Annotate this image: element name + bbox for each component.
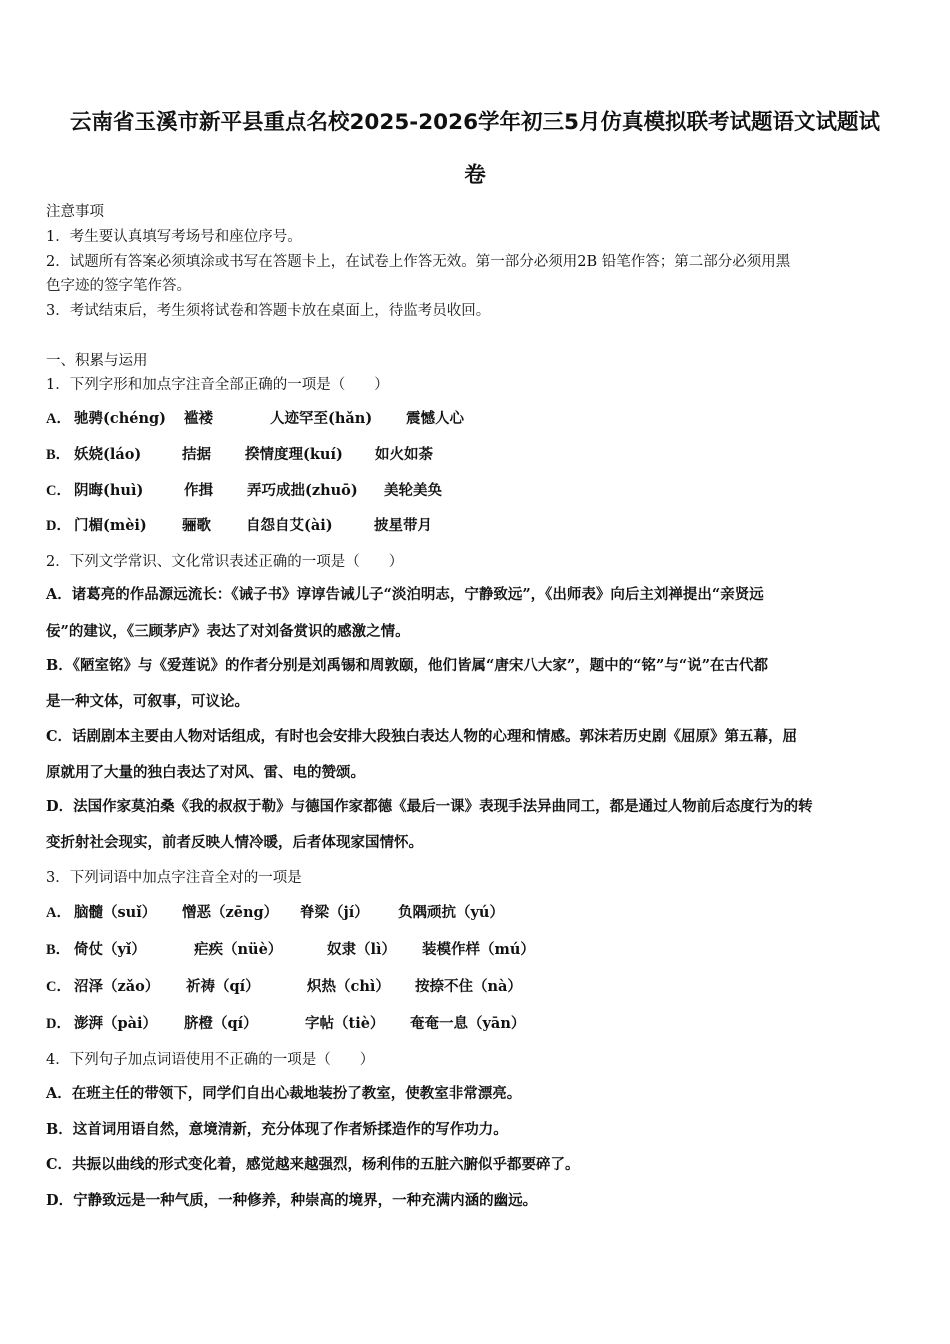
- option-item: 炽热（chì）: [307, 978, 390, 995]
- option-item: 倚仗（yǐ）: [74, 941, 146, 958]
- exam-title: [40, 108, 910, 191]
- option-letter: A．: [46, 411, 71, 427]
- exam-title-line2: 卷: [464, 163, 486, 188]
- question-3-stem: 3．下列词语中加点字注音全对的一项是: [46, 870, 302, 886]
- q3-option-c: [46, 977, 522, 997]
- option-item: 美轮美奂: [384, 482, 442, 499]
- option-letter: B．: [46, 447, 71, 463]
- option-item: 脑髓（suǐ）: [74, 904, 157, 921]
- q4-option-a: A．在班主任的带领下，同学们自出心裁地装扮了教室，使教室非常漂亮。: [46, 1085, 522, 1102]
- question-2-stem: 2．下列文学常识、文化常识表述正确的一项是（ ）: [46, 554, 404, 570]
- option-letter: A．: [46, 905, 71, 921]
- exam-title-line1: 云南省玉溪市新平县重点名校2025-2026学年初三5月仿真模拟联考试题语文试题试: [69, 110, 881, 135]
- q4-option-b: B．这首词用语自然，意境清新，充分体现了作者矫揉造作的写作功力。: [46, 1121, 508, 1138]
- option-item: 驰骋(chéng): [74, 410, 166, 427]
- option-item: 祈祷（qí）: [186, 978, 260, 995]
- option-item: 作揖: [184, 482, 213, 499]
- q2-option-d-cont: 变折射社会现实，前者反映人情冷暖，后者体现家国情怀。: [46, 834, 423, 851]
- option-item: 奄奄一息（yān）: [410, 1015, 526, 1032]
- option-item: 憎恶（zēng）: [182, 904, 279, 921]
- q3-option-d: [46, 1014, 525, 1034]
- option-item: 拮据: [182, 446, 211, 463]
- option-item: 奴隶（lì）: [327, 941, 397, 958]
- q4-option-c: C．共振以曲线的形式变化着，感觉越来越强烈，杨利伟的五脏六腑似乎都要碎了。: [46, 1156, 580, 1173]
- option-item: 阴晦(huì): [74, 482, 144, 499]
- option-letter: C．: [46, 979, 71, 995]
- q1-option-b: [46, 445, 433, 465]
- option-item: 脐橙（qí）: [184, 1015, 258, 1032]
- q3-option-b: [46, 940, 535, 960]
- option-item: 疟疾（nüè）: [194, 941, 283, 958]
- option-item: 门楣(mèi): [74, 517, 147, 534]
- option-item: 弄巧成拙(zhuō): [247, 482, 358, 499]
- notice-heading: 注意事项: [46, 204, 104, 220]
- option-item: 装模作样（mú）: [422, 941, 535, 958]
- option-letter: B．: [46, 942, 71, 958]
- option-item: 脊梁（jí）: [300, 904, 369, 921]
- notice-item: 1．考生要认真填写考场号和座位序号。: [46, 229, 302, 245]
- q1-option-a: [46, 409, 464, 429]
- q1-option-c: [46, 481, 442, 501]
- option-item: 褴褛: [184, 410, 213, 427]
- option-letter: D．: [46, 518, 71, 534]
- q2-option-b-cont: 是一种文体，可叙事，可议论。: [46, 693, 249, 710]
- option-item: 如火如荼: [375, 446, 433, 463]
- q1-option-d: [46, 516, 432, 536]
- q2-option-c: C．话剧剧本主要由人物对话组成，有时也会安排大段独白表达人物的心理和情感。郭沫若历史剧《屈原》第五幕，屈: [46, 728, 798, 745]
- option-letter: C．: [46, 483, 71, 499]
- q2-option-a: A．诸葛亮的作品源远流长：《诫子书》谆谆告诫儿子“淡泊明志，宁静致远”，《出师表》向后主刘禅提出“亲贤远: [46, 586, 764, 603]
- q2-option-d: D．法国作家莫泊桑《我的叔叔于勒》与德国作家都德《最后一课》表现手法异曲同工，都是通过人物前后态度行为的转: [46, 798, 813, 815]
- question-4-stem: 4．下列句子加点词语使用不正确的一项是（ ）: [46, 1052, 375, 1068]
- option-item: 沼泽（zǎo）: [74, 978, 160, 995]
- option-item: 人迹罕至(hǎn): [270, 410, 373, 427]
- option-item: 澎湃（pài）: [74, 1015, 158, 1032]
- section-heading: 一、积累与运用: [46, 353, 148, 369]
- option-item: 披星带月: [374, 517, 432, 534]
- q3-option-a: [46, 903, 504, 923]
- option-item: 按捺不住（nà）: [415, 978, 522, 995]
- option-item: 字帖（tiè）: [305, 1015, 385, 1032]
- q2-option-c-cont: 原就用了大量的独白表达了对风、雷、电的赞颂。: [46, 764, 365, 781]
- q2-option-b: B．《陋室铭》与《爱莲说》的作者分别是刘禹锡和周敦颐，他们皆属“唐宋八大家”，题中的“铭”与“说”在古代都: [46, 657, 769, 674]
- notice-item: 3．考试结束后，考生须将试卷和答题卡放在桌面上，待监考员收回。: [46, 303, 491, 319]
- option-item: 妖娆(láo): [74, 446, 142, 463]
- option-item: 骊歌: [182, 517, 211, 534]
- option-item: 揆情度理(kuí): [245, 446, 343, 463]
- option-item: 自怨自艾(ài): [246, 517, 333, 534]
- notice-item: 2．试题所有答案必须填涂或书写在答题卡上，在试卷上作答无效。第一部分必须用2B 铅笔作答；第二部分必须用黑: [46, 254, 791, 270]
- q2-option-a-cont: 佞”的建议，《三顾茅庐》表达了对刘备赏识的感激之情。: [46, 623, 410, 640]
- option-item: 震憾人心: [406, 410, 464, 427]
- question-1-stem: 1．下列字形和加点字注音全部正确的一项是（ ）: [46, 377, 389, 393]
- q4-option-d: D．宁静致远是一种气质，一种修养，种崇高的境界，一种充满内涵的幽远。: [46, 1192, 538, 1209]
- option-letter: D．: [46, 1016, 71, 1032]
- option-item: 负隅顽抗（yú）: [398, 904, 504, 921]
- notice-item: 色字迹的签字笔作答。: [46, 278, 191, 294]
